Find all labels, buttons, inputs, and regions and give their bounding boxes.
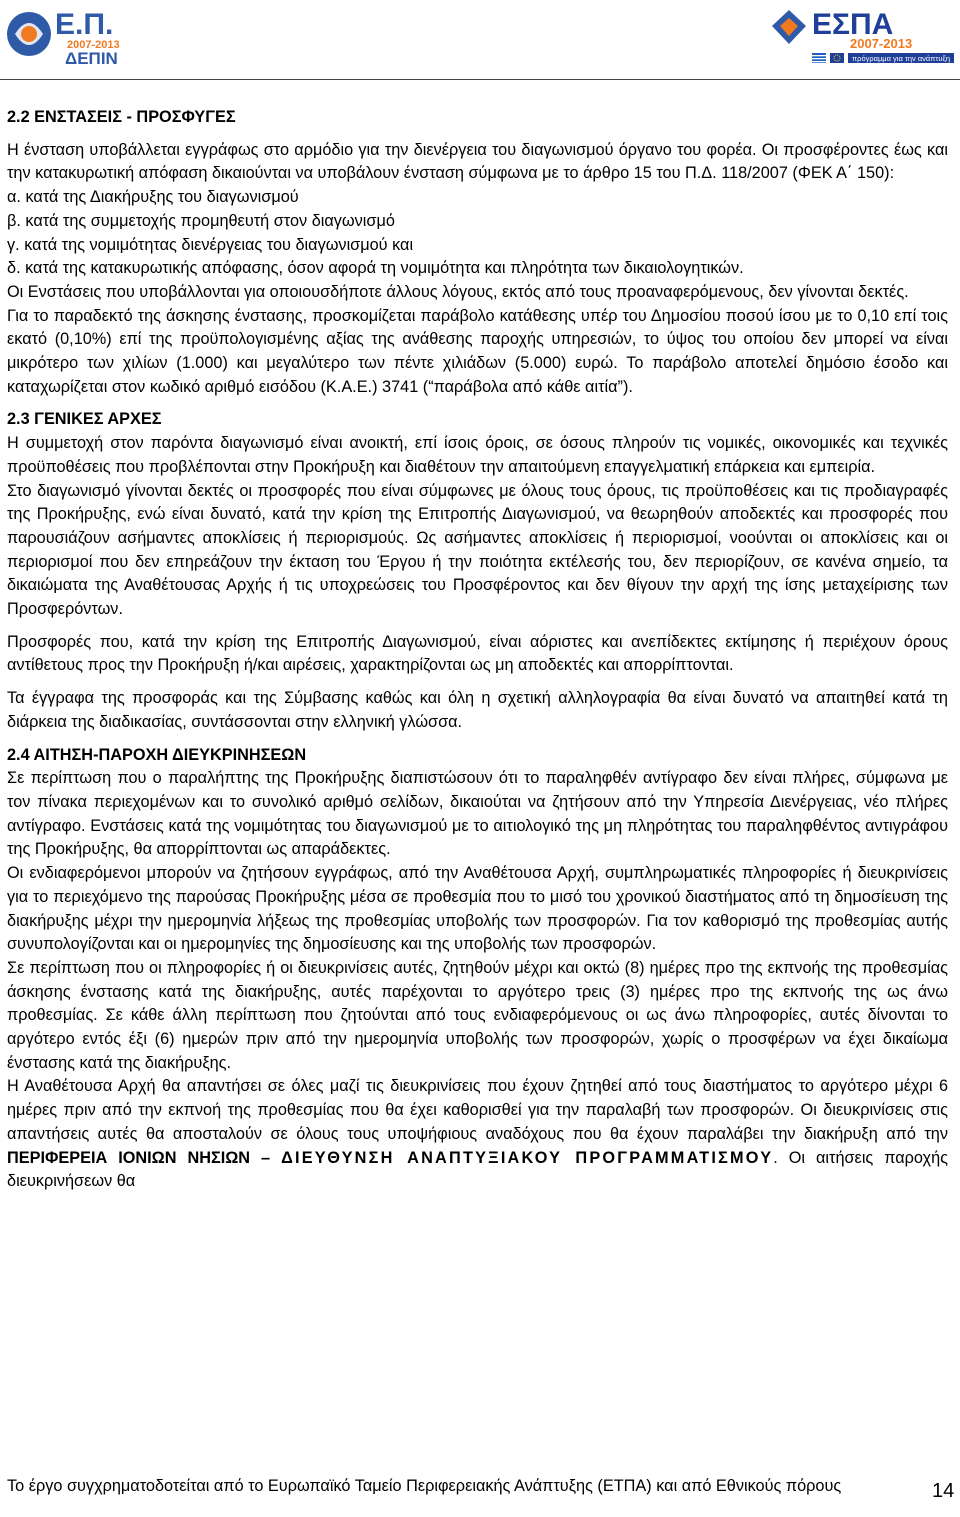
footer-funding-text: Το έργο συγχρηματοδοτείται από το Ευρωπαϊκό Ταμείο Περιφερειακής Ανάπτυξης (ΕΤΠΑ) και από Εθνικούς πόρους <box>7 1477 842 1495</box>
section-2-4-paragraph-4 <box>7 1075 948 1194</box>
page-footer <box>7 1475 937 1497</box>
section-2-3-paragraph-3: Προσφορές που, κατά την κρίση της Επιτροπής Διαγωνισμού, είναι αόριστες και ανεπίδεκτες εκτίμησης ή περιέχουν όρους αντίθετους προς την Προκήρυξη ή/και αιρέσεις, χαρακτηρίζονται ως μη αποδεκτές και απορρίπτονται. <box>7 632 948 675</box>
list-item-a: α. κατά της Διακήρυξης του διαγωνισμού <box>7 188 299 207</box>
section-2-4-paragraph-2: Οι ενδιαφερόμενοι μπορούν να ζητήσουν εγγράφως, από την Αναθέτουσα Αρχή, συμπληρωματικές πληροφορίες ή διευκρινίσεις για το περιεχόμενο της παρούσας Προκήρυξης μέσα σε προθεσμία που το μισό του χρονικού διαστήματος από τη δημοσίευση της διακήρυξης μέχρι την ημερομηνία λήξεως της προθεσμίας υποβολής των προσφορών. Για τον καθορισμό της προθεσμίας αυτής συνυπολογίζονται και οι ημερομηνίες της δημοσίευσης και της υποβολής των προσφορών. <box>7 864 948 954</box>
ep-depin-logo <box>5 4 155 66</box>
section-2-3-title: 2.3 ΓΕΝΙΚΕΣ ΑΡΧΕΣ <box>7 410 162 429</box>
section-2-3-paragraph-4: Τα έγγραφα της προσφοράς και της Σύμβασης καθώς και όλη η σχετική αλληλογραφία θα είναι δυνατό να απαιτηθεί κατά τη διάρκεια της διαδικασίας, συντάσσονται στην ελληνική γλώσσα. <box>7 689 948 731</box>
page-number: 14 <box>932 1480 955 1502</box>
espa-emblem-icon <box>772 10 806 46</box>
section-2-2-title: 2.2 ΕΝΣΤΑΣΕΙΣ - ΠΡΟΣΦΥΓΕΣ <box>7 108 236 126</box>
section-2-2-paragraph-1: Η ένσταση υποβάλλεται εγγράφως στο αρμόδιο για την διενέργεια του διαγωνισμού όργανο του φορέα. Οι προσφέροντες έως και την κατακυρωτική απόφαση δικαιούνται να υποβάλουν ένσταση σύμφωνα με το άρθρο 15 του Π.Δ. 118/2007 (ΦΕΚ Α΄ 150): <box>7 140 948 183</box>
page-header <box>0 0 960 75</box>
document-body <box>7 106 948 1194</box>
list-item-c: γ. κατά της νομιμότητας διενέργειας του διαγωνισμού και <box>7 235 414 254</box>
ep-logo-sub: ΔΕΠΙΝ <box>65 49 118 66</box>
espa-logo-years: 2007-2013 <box>850 36 913 51</box>
ep-logo-name: Ε.Π. <box>55 8 114 41</box>
section-2-3-paragraph-2: Στο διαγωνισμό γίνονται δεκτές οι προσφορές που είναι σύμφωνες με όλους τους όρους, τις προϋποθέσεις και τις προδιαγραφές της Προκήρυξης, ενώ είναι δυνατό, κατά την κρίση της Επιτροπής Διαγωνισμού, να θεωρηθούν αποδεκτές και προσφορές που παρουσιάζουν ασήμαντες αποκλίσεις ή περιορισμούς. Ως ασήμαντες αποκλίσεις ή περιορισμοί, νοούνται οι αποκλίσεις και οι περιορισμοί που δεν επηρεάζουν την έκταση του Έργου ή την ποιότητα εκτέλεσής του, δεν περιορίζουν, σε κανένα σημείο, τα δικαιώματα της Αναθέτουσας Αρχής ή τις υποχρεώσεις του Προσφέροντος και δεν θίγουν την αρχή της ίσης μεταχείρισης των Προσφερόντων. <box>7 481 948 619</box>
section-2-4-paragraph-1: Σε περίπτωση που ο παραλήπτης της Προκήρυξης διαπιστώσουν ότι το παραληφθέν αντίγραφο δεν είναι πλήρες, σύμφωνα με τον πίνακα περιεχομένων και το συνολικό αριθμό σελίδων, δικαιούται να ζητήσουν από την Υπηρεσία Διενέργειας, νέο πλήρες αντίγραφο. Ενστάσεις κατά της νομιμότητας του διαγωνισμού με το αιτιολογικό της μη πληρότητας του παραληφθέντος αντιγράφου της Προκήρυξης, θα απορρίπτονται ως απαράδεκτες. <box>7 769 948 859</box>
region-name: ΠΕΡΙΦΕΡΕΙΑ ΙΟΝΙΩΝ ΝΗΣΙΩΝ <box>7 1148 251 1167</box>
greek-flag-icon <box>812 53 826 63</box>
list-item-d: δ. κατά της κατακυρωτικής απόφασης, όσον αφορά τη νομιμότητα και πληρότητα των δικαιολογητικών. <box>7 259 744 278</box>
paragraph-4-tail: . Οι αιτήσεις παροχής διευκρινήσεων θα <box>7 1148 948 1191</box>
directorate-name: ΔΙΕΥΘΥΝΣΗ ΑΝΑΠΤΥΞΙΑΚΟΥ ΠΡΟΓΡΑΜΜΑΤΙΣΜΟΥ <box>281 1148 774 1167</box>
section-2-2-paragraph-2: Οι Ενστάσεις που υποβάλλονται για οποιουσδήποτε άλλους λόγους, εκτός από τους προαναφερόμενους, δεν γίνονται δεκτές. <box>7 282 909 301</box>
ep-logo-years: 2007-2013 <box>67 39 120 51</box>
espa-tagline: πρόγραμμα για την ανάπτυξη <box>852 54 951 63</box>
espa-logo <box>770 4 956 66</box>
eu-flag-icon <box>830 53 844 63</box>
dash-separator: – <box>250 1148 282 1167</box>
paragraph-4-text: Η Αναθέτουσα Αρχή θα απαντήσει σε όλες μαζί τις διευκρινίσεις που έχουν ζητηθεί από τους διαστήματος το αργότερο μέχρι 6 ημέρες πριν από την εκπνοή της προθεσμίας που θα έχει καθορισθεί για την παραλαβή των προσφορών. Οι διευκρινίσεις στις απαντήσεις αυτές θα αποσταλούν σε όλους τους υποψήφιους αναδόχους που θα έχουν παραλάβει την διακήρυξη από την <box>7 1077 948 1143</box>
section-2-3-paragraph-1: Η συμμετοχή στον παρόντα διαγωνισμό είναι ανοικτή, επί ίσοις όροις, σε όσους πληρούν τις νομικές, οικονομικές και τεχνικές προϋποθέσεις που προβλέπονται στην Προκήρυξη και διαθέτουν την απαιτούμενη επαγγελματική επάρκεια και εμπειρία. <box>7 434 948 476</box>
section-2-2-paragraph-3: Για το παραδεκτό της άσκησης ένστασης, προσκομίζεται παράβολο κατάθεσης υπέρ του Δημοσίου ποσού ίσου με το 0,10 επί τοις εκατό (0,10%) επί της προϋπολογισμένης αξίας της ανάθεσης παροχής υπηρεσιών, το ύψος του οποίου δεν μπορεί να είναι μικρότερο των χιλίων (1.000) και μεγαλύτερο των πέντε χιλιάδων (5.000) ευρώ. Το παράβολο αποτελεί δημόσιο έσοδο και καταχωρίζεται στον κωδικό αριθμό εισόδου (Κ.Α.Ε.) 3741 (“παράβολα από κάθε αιτία”). <box>7 306 948 396</box>
espa-logo-name: ΕΣΠΑ <box>812 8 894 41</box>
section-2-4-title: 2.4 ΑΙΤΗΣΗ-ΠΑΡΟΧΗ ΔΙΕΥΚΡΙΝΗΣΕΩΝ <box>7 745 307 764</box>
list-item-b: β. κατά της συμμετοχής προμηθευτή στον διαγωνισμό <box>7 211 395 230</box>
section-2-4-paragraph-3: Σε περίπτωση που οι πληροφορίες ή οι διευκρινίσεις αυτές, ζητηθούν μέχρι και οκτώ (8) ημέρες προ της εκπνοής της προθεσμίας άσκησης ένστασης κατά της διακήρυξης, αυτές παρέχονται το αργότερο τρεις (3) ημέρες προ της εκπνοής της ως άνω προθεσμίας. Σε κάθε άλλη περίπτωση που ζητούνται από τους ενδιαφερόμενους οι ως άνω πληροφορίες, αυτές δίνονται το αργότερο εντός έξι (6) ημερών πριν από την ημερομηνία υποβολής των προσφορών, χωρίς ο προσφέρων να έχει δικαίωμα ένστασης κατά της διακήρυξης. <box>7 958 948 1072</box>
header-divider <box>0 79 960 80</box>
